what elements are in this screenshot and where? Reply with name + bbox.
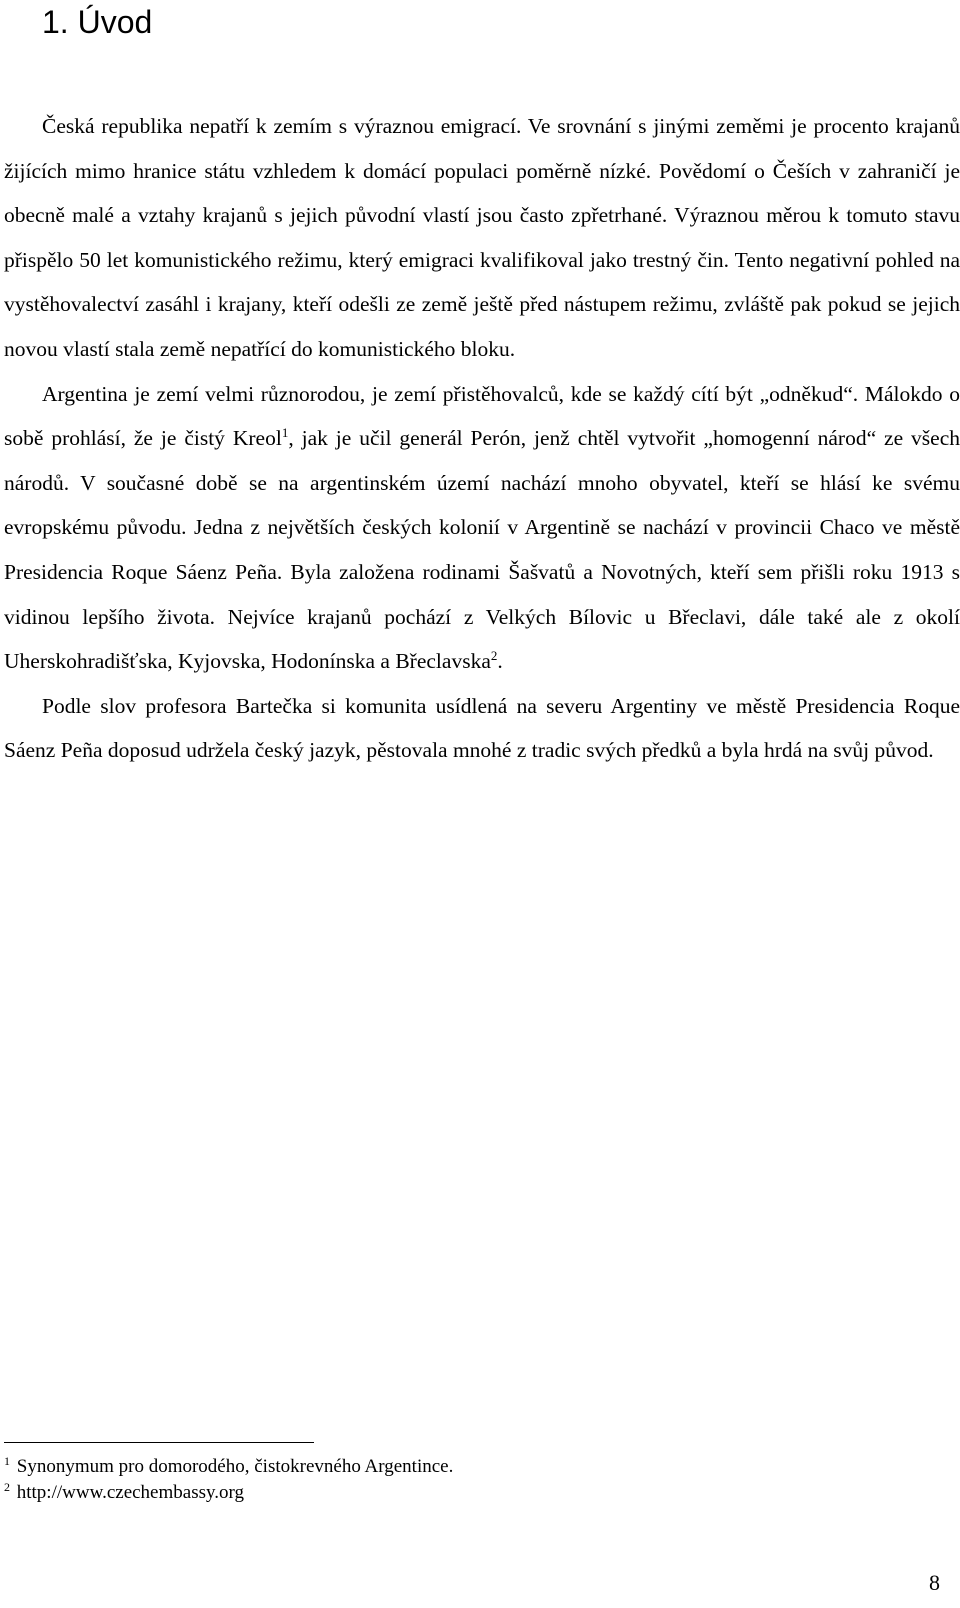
footnote-separator <box>4 1442 314 1443</box>
paragraph-3: Podle slov profesora Bartečka si komunita usídlená na severu Argentiny ve městě Presidencia Roque Sáenz Peña doposud udržela český jazyk, pěstovala mnohé z tradic svých předků a byla hrdá na svůj původ. <box>4 693 960 763</box>
page-number: 8 <box>929 1570 940 1595</box>
footnote-2 <box>4 1480 904 1506</box>
footnote-text: Synonymum pro domorodého, čistokrevného Argentince. <box>16 1456 454 1477</box>
paragraph-2-part-3: . <box>497 649 503 674</box>
footnotes <box>4 1454 904 1506</box>
footnote-ref-1: 1 <box>281 425 289 440</box>
footnote-1 <box>4 1454 904 1480</box>
footnote-mark: 1 <box>4 1453 10 1468</box>
section-heading: 1. Úvod <box>42 4 153 40</box>
paragraph-1: Česká republika nepatří k zemím s výraznou emigrací. Ve srovnání s jinými zeměmi je procento krajanů žijících mimo hranice státu vzhledem k domácí populaci poměrně nízké. Povědomí o Češích v zahraničí je obecně malé a vztahy krajanů s jejich původní vlastí jsou často zpřetrhané. Výraznou měrou k tomuto stavu přispělo 50 let komunistického režimu, který emigraci kvalifikoval jako trestný čin. Tento negativní pohled na vystěhovalectví zasáhl i krajany, kteří odešli ze země ještě před nástupem režimu, zvláště pak pokud se jejich novou vlastí stala země nepatřící do komunistického bloku. <box>4 114 960 361</box>
footnote-mark: 2 <box>4 1479 10 1494</box>
paragraph-2 <box>4 372 960 684</box>
body-text <box>4 104 960 773</box>
paragraph-2-part-1: Argentina je zemí velmi různorodou, je zemí přistěhovalců, kde se každý cítí být „odněkud“. Málokdo o sobě prohlásí, že je čistý Kreol <box>4 381 960 451</box>
footnote-link[interactable]: http://www.czechembassy.org <box>16 1482 244 1503</box>
footnote-ref-2: 2 <box>490 647 498 663</box>
paragraph-2-part-2: , jak je učil generál Perón, jenž chtěl vytvořit „homogenní národ“ ze všech národů. V současné době se na argentinském území nachází mnoho obyvatel, kteří se hlásí ke svému evropskému původu. Jedna z největších českých kolonií v Argentině se nachází v provincii Chaco ve městě Presidencia Roque Sáenz Peña. Byla založena rodinami Šašvatů a Novotných, kteří sem přišli roku 1913 s vidinou lepšího života. Nejvíce krajanů pochází z Velkých Bílovic u Břeclavi, dále také ale z okolí Uherskohradišťska, Kyjovska, Hodonínska a Břeclavska <box>4 426 960 674</box>
